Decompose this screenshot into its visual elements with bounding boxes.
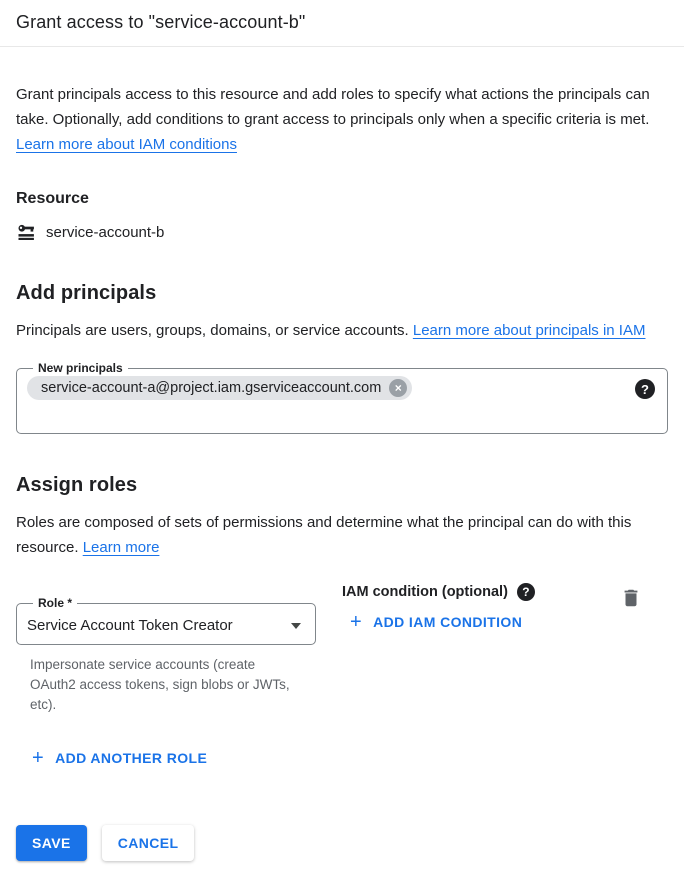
condition-help-icon[interactable]: ? (517, 583, 535, 601)
roles-learn-more-link[interactable]: Learn more (82, 539, 160, 556)
cancel-button[interactable]: CANCEL (102, 825, 195, 861)
plus-icon: + (32, 747, 45, 769)
save-button[interactable]: SAVE (16, 825, 87, 861)
plus-icon: + (350, 611, 363, 633)
dialog-header (0, 0, 684, 47)
principal-chip (27, 376, 412, 400)
role-select[interactable] (16, 596, 316, 645)
new-principals-field[interactable] (16, 361, 668, 434)
remove-principal-icon[interactable]: × (389, 379, 407, 397)
add-principals-heading: Add principals (16, 282, 157, 304)
resource-heading: Resource (16, 190, 89, 207)
roles-description-text: Roles are composed of sets of permissions and determine what the principal can do with this resource. (16, 514, 632, 556)
principals-description (16, 318, 668, 343)
new-principals-input-area[interactable] (27, 375, 657, 423)
role-helper-text: Impersonate service accounts (create OAuth2 access tokens, sign blobs or JWTs, etc). (30, 657, 290, 712)
intro-paragraph (16, 82, 668, 157)
role-assignment-row (16, 578, 668, 715)
resource-name: service-account-b (46, 223, 165, 241)
iam-conditions-link[interactable]: Learn more about IAM conditions (16, 136, 237, 153)
trash-icon (620, 597, 642, 612)
principals-help-icon[interactable]: ? (635, 379, 655, 399)
roles-description (16, 510, 668, 560)
condition-column (342, 578, 618, 638)
role-selected-value: Service Account Token Creator (27, 617, 233, 634)
dialog-footer (16, 825, 668, 861)
role-label: Role * (38, 596, 73, 610)
dialog-title: Grant access to "service-account-b" (16, 12, 306, 32)
principals-learn-more-link[interactable]: Learn more about principals in IAM (412, 322, 646, 339)
intro-text: Grant principals access to this resource and add roles to specify what actions the principals can take. Optionally, add conditions to grant access to principals only when a specific criteria is met. (16, 86, 650, 128)
service-account-icon (16, 222, 36, 242)
chevron-down-icon (291, 623, 301, 629)
add-iam-condition-label: ADD IAM CONDITION (373, 614, 523, 630)
resource-row (16, 222, 668, 242)
delete-role-button[interactable] (618, 585, 644, 611)
role-column (16, 578, 316, 715)
iam-condition-label: IAM condition (optional) (342, 584, 508, 600)
add-iam-condition-button[interactable] (342, 606, 530, 638)
add-another-role-label: ADD ANOTHER ROLE (55, 750, 208, 766)
dialog-content (0, 82, 684, 861)
add-another-role-button[interactable] (24, 742, 215, 774)
new-principals-label: New principals (38, 361, 123, 375)
principal-chip-text: service-account-a@project.iam.gserviceaccount.com (41, 380, 382, 396)
assign-roles-heading: Assign roles (16, 474, 138, 496)
principals-description-text: Principals are users, groups, domains, or service accounts. (16, 322, 409, 339)
